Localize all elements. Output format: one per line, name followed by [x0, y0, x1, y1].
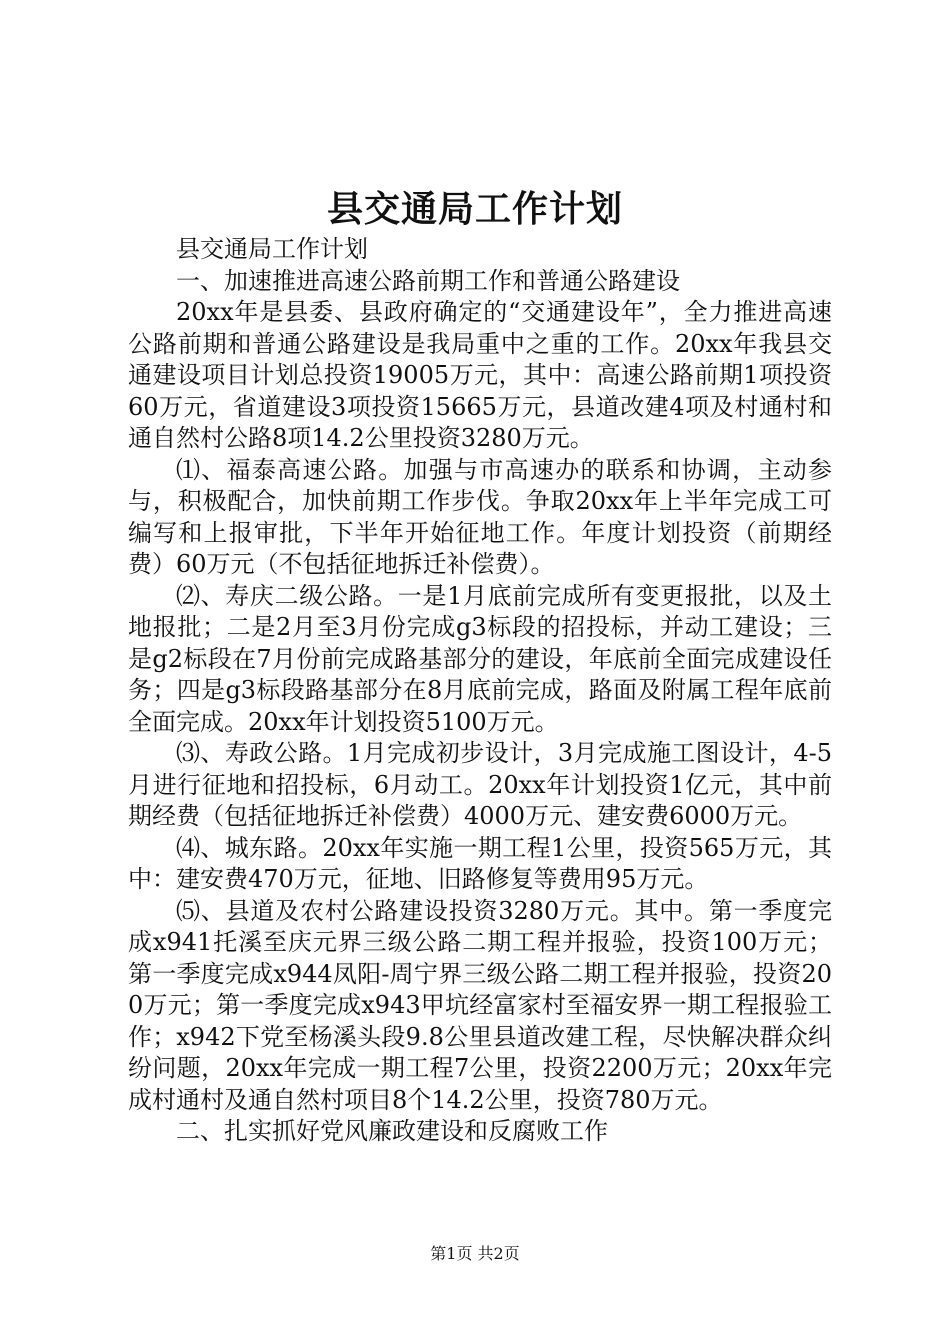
body-paragraph: 县交通局工作计划: [176, 235, 368, 263]
document-body: [128, 234, 832, 1148]
section-heading: 二、扎实抓好党风廉政建设和反腐败工作: [176, 1117, 608, 1145]
body-paragraph: 20xx年是县委、县政府确定的“交通建设年”，全力推进高速公路前期和普通公路建设是我局重中之重的工作。20xx年我县交通建设项目计划总投资19005万元，其中：高速公路前期1项投资60万元，省道建设3项投资15665万元，县道改建4项及村通村和通自然村公路8项14.2公里投资3280万元。: [128, 298, 832, 452]
body-paragraph: ⑷、城东路。20xx年实施一期工程1公里，投资565万元，其中：建安费470万元，征地、旧路修复等费用95万元。: [128, 833, 832, 893]
body-paragraph: ⑸、县道及农村公路建设投资3280万元。其中。第一季度完成x941托溪至庆元界三级公路二期工程并报验，投资100万元；第一季度完成x944凤阳-周宁界三级公路二期工程并报验，投资200万元；第一季度完成x943甲坑经富家村至福安界一期工程报验工作；x942下党至杨溪头段9.8公里县道改建工程，尽快解决群众纠纷问题，20xx年完成一期工程7公里，投资2200万元；20xx年完成村通村及通自然村项目8个14.2公里，投资780万元。: [128, 896, 832, 1114]
body-paragraph: ⑵、寿庆二级公路。一是1月底前完成所有变更报批，以及土地报批；二是2月至3月份完成g3标段的招投标，并动工建设；三是g2标段在7月份前完成路基部分的建设，年底前全面完成建设任务；四是g3标段路基部分在8月底前完成，路面及附属工程年底前全面完成。20xx年计划投资5100万元。: [128, 581, 832, 736]
document-title: 县交通局工作计划: [326, 188, 623, 230]
section-heading: 一、加速推进高速公路前期工作和普通公路建设: [176, 266, 680, 295]
body-paragraph: ⑶、寿政公路。1月完成初步设计，3月完成施工图设计，4-5月进行征地和招投标，6月动工。20xx年计划投资1亿元，其中前期经费（包括征地拆迁补偿费）4000万元、建安费6000万元。: [128, 739, 832, 830]
body-paragraph: ⑴、福泰高速公路。加强与市高速办的联系和协调，主动参与，积极配合，加快前期工作步伐。争取20xx年上半年完成工可编写和上报审批，下半年开始征地工作。年度计划投资（前期经费）60万元（不包括征地拆迁补偿费）。: [128, 455, 832, 578]
page-number-footer: 第1页 共2页: [430, 1244, 520, 1263]
